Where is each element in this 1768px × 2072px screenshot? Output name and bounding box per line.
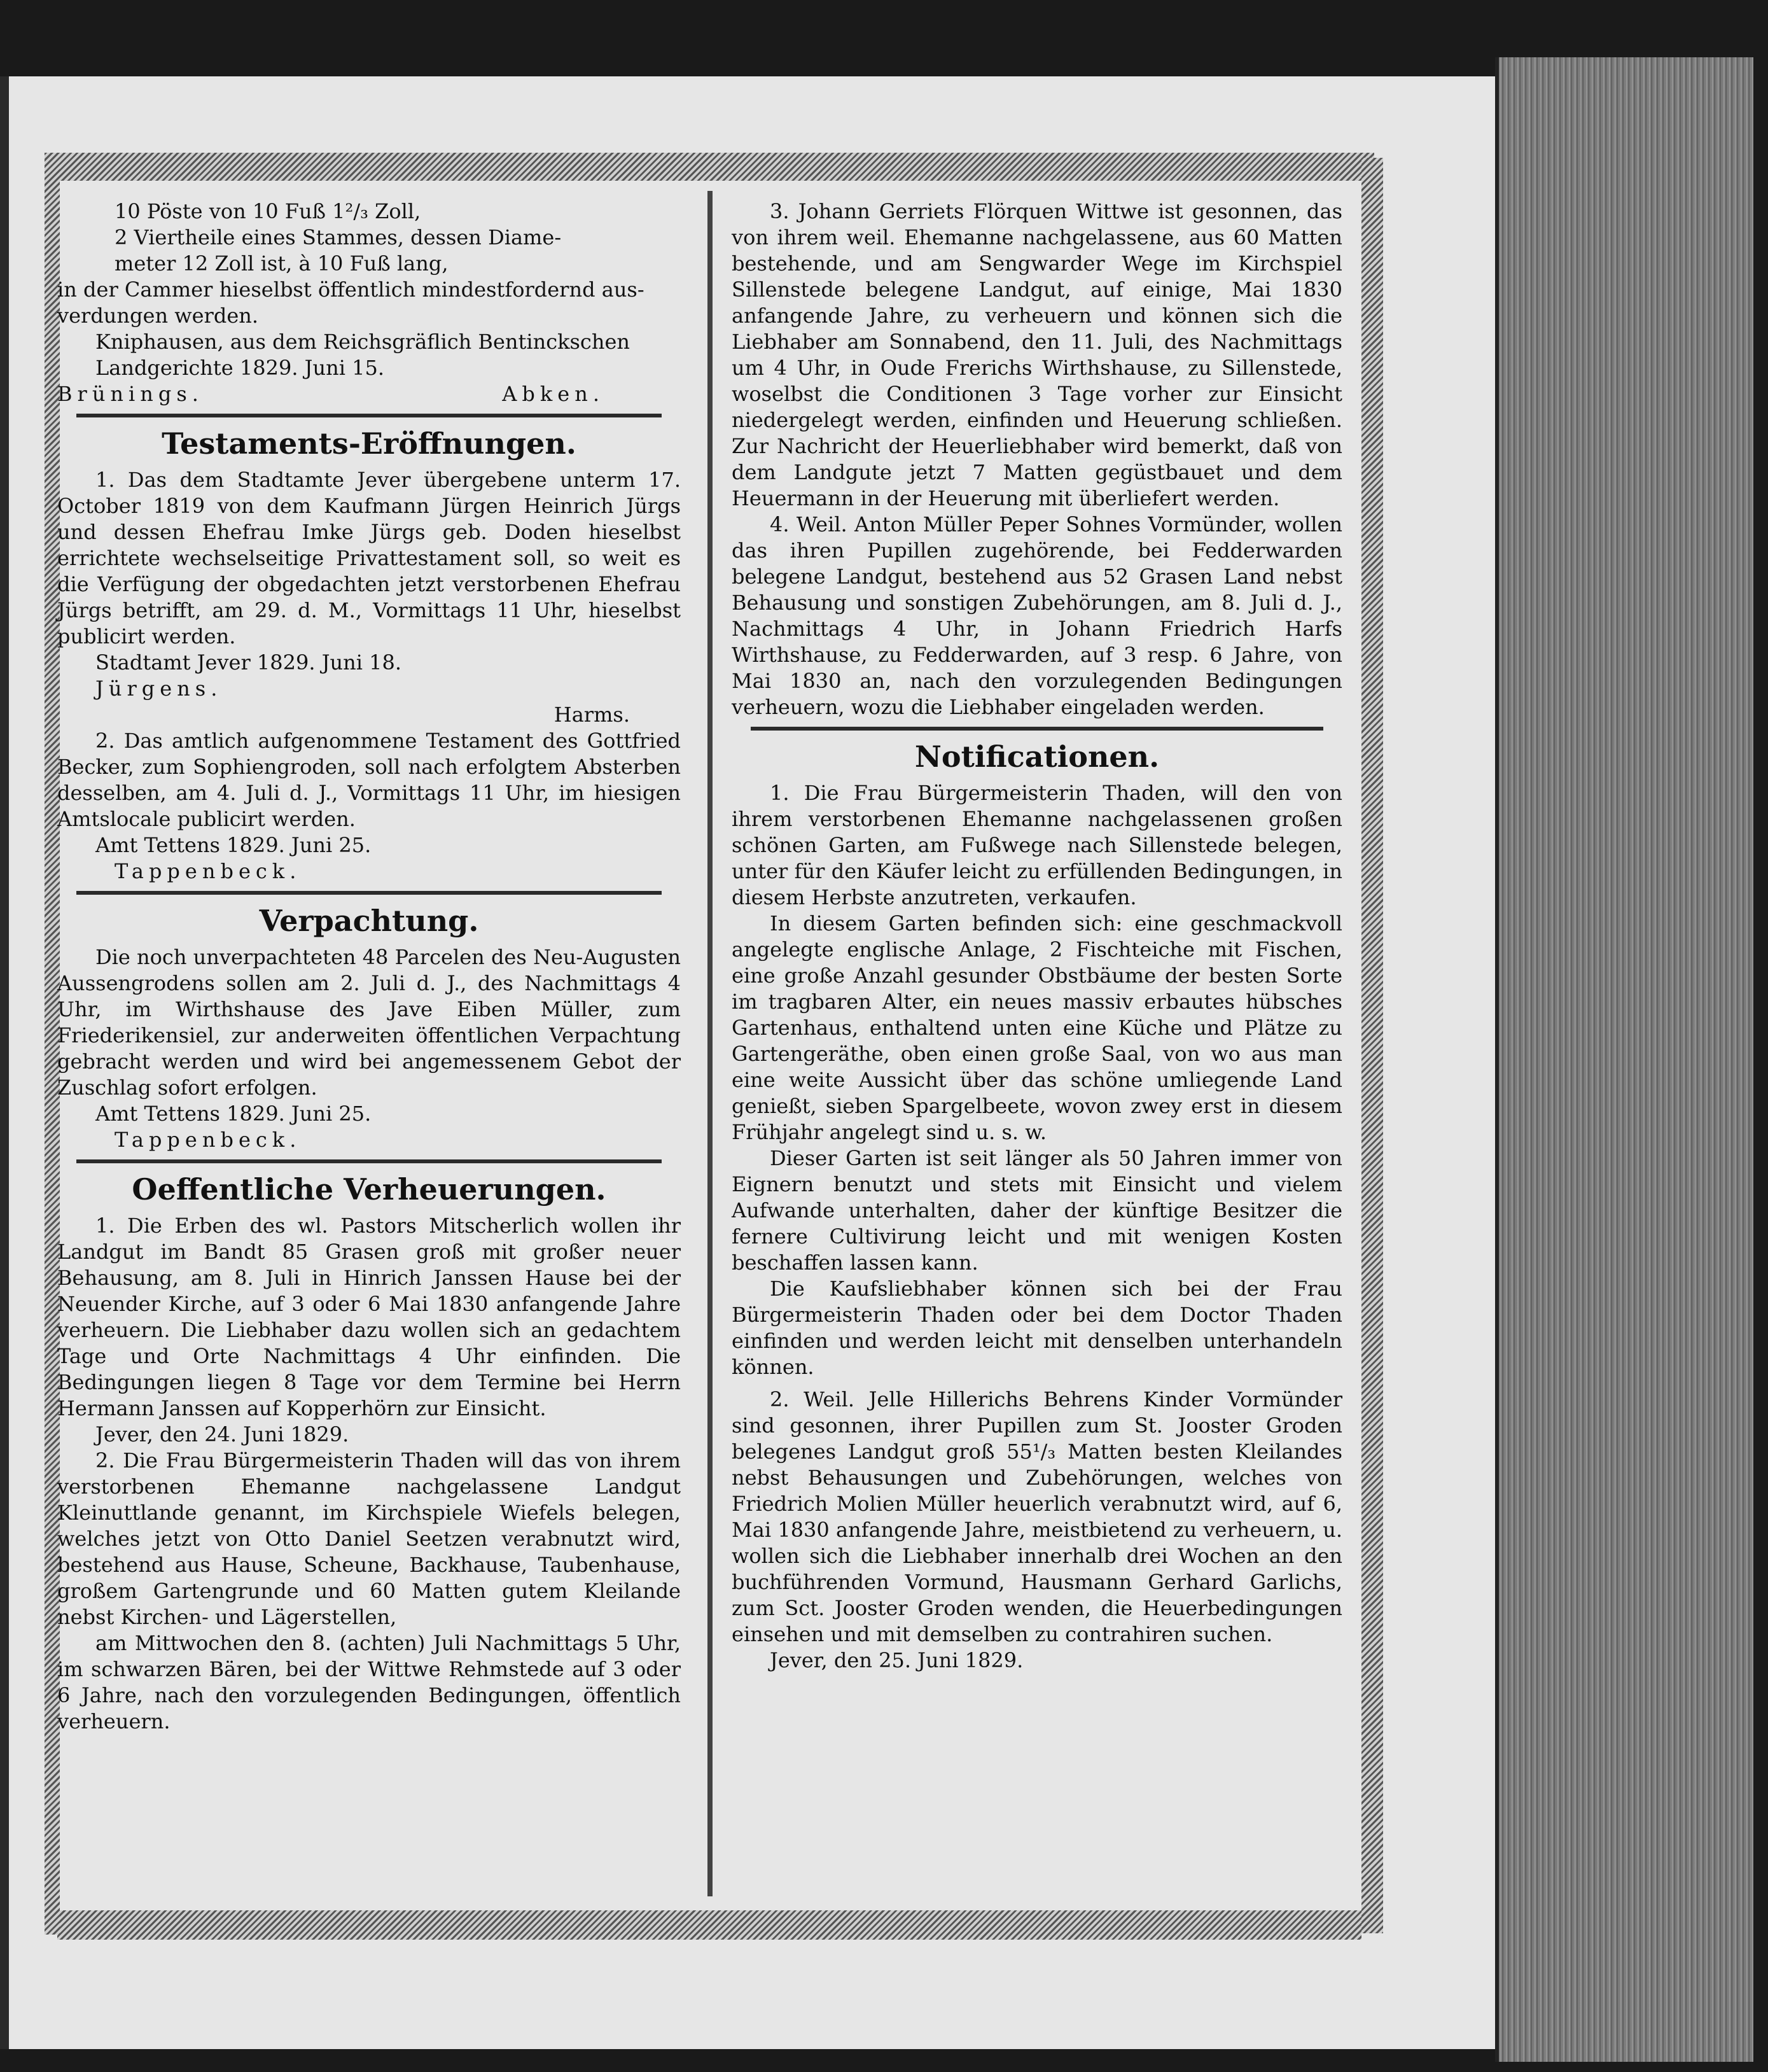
- verpachtung-name: Tappenbeck.: [115, 1128, 302, 1152]
- section-heading-verheuerungen: Oeffentliche Verheuerungen.: [132, 1172, 606, 1207]
- verpachtung-text: Die noch unverpachteten 48 Parcelen des Neu-Augusten Aussengrodens sollen am 2. Juli d. J., des Nachmittags 4 Uhr, im Wirthshause des Jave Eiben Müller, zum Friederikensiel, zur anderweiten öffentlichen Verpachtung gebracht werden und wird bei angemessenem Gebot der Zuschlag sofort erfolgen.: [57, 945, 681, 1100]
- intro-line: 10 Pöste von 10 Fuß 1²/₃ Zoll,: [115, 199, 421, 223]
- testament-item-2-name: Tappenbeck.: [115, 859, 302, 883]
- verheuerung-item-3: 3. Johann Gerriets Flörquen Wittwe ist gesonnen, das von ihrem weil. Ehemanne nachgelassene, aus 60 Matten bestehende, und am Sengwarder Wege im Kirchspiel Sillenstede belegene Landgut, auf einige, Mai 1830 anfangende Jahre, zu verheuern und können sich die Liebhaber am Sonnabend, den 11. Juli, des Nachmittags um 4 Uhr, in Oude Frerichs Wirthshause, zu Sillenstede, woselbst die Conditionen 3 Tage vorher zur Einsicht niedergelegt werden, einfinden und Heuerung schließen. Zur Nachricht der Heuerliebhaber wird bemerkt, daß von dem Landgute jetzt 7 Matten gegüstbauet und dem Heuermann in der Heuerung mit überliefert werden.: [732, 199, 1342, 510]
- intro-line: 2 Viertheile eines Stammes, dessen Diame-: [115, 225, 562, 249]
- notification-item-2: 2. Weil. Jelle Hillerichs Behrens Kinder Vormünder sind gesonnen, ihrer Pupillen zum St. Jooster Groden belegenes Landgut groß 55¹/₃ Matten besten Kleilandes nebst Behausungen und Zubehörungen, welches von Friedrich Molien Müller heuerlich verabnutzt wird, auf 6, Mai 1830 anfangende Jahre, meistbietend zu verheuern, u. wollen sich die Liebhaber innerhalb drei Wochen an den buchführenden Vormund, Hausmann Gerhard Garlichs, zum Sct. Jooster Groden wenden, die Heuerbedingungen einsehen und mit demselben zu contrahiren suchen.: [732, 1387, 1342, 1646]
- right-column: [732, 199, 1342, 1674]
- verheuerung-item-4: 4. Weil. Anton Müller Peper Sohnes Vormünder, wollen das ihren Pupillen zugehörende, bei Fedderwarden belegene Landgut, bestehend aus 52 Grasen Land nebst Behausung und sonstigen Zubehörungen, am 8. Juli d. J., Nachmittags 4 Uhr, in Johann Friedrich Harfs Wirthshause, zu Fedderwarden, auf 3 resp. 6 Jahre, von Mai 1830 an, nach den vorzulegenden Bedingungen verheuern, wozu die Liebhaber eingeladen werden.: [732, 512, 1342, 719]
- verheuerung-item-2-cont: am Mittwochen den 8. (achten) Juli Nachmittags 5 Uhr, im schwarzen Bären, bei der Wittwe Rehmstede auf 3 oder 6 Jahre, nach den vorzulegenden Bedingungen, öffentlich verheuern.: [57, 1631, 681, 1733]
- notification-item-2-place: Jever, den 25. Juni 1829.: [770, 1648, 1024, 1672]
- left-column: [57, 199, 681, 1735]
- section-rule: [751, 727, 1323, 731]
- intro-signatures: [57, 381, 681, 407]
- section-heading-testament: Testaments-Eröffnungen.: [162, 426, 576, 461]
- signature-brunings: Brünings.: [57, 382, 204, 406]
- verheuerung-item-2: 2. Die Frau Bürgermeisterin Thaden will das von ihrem verstorbenen Ehemanne nachgelassene Landgut Kleinuttlande genannt, im Kirchspiele Wiefels belegen, welches jetzt von Otto Daniel Seetzen verabnutzt wird, bestehend aus Hause, Scheune, Backhause, Taubenhause, großem Gartengrunde und 60 Matten gutem Kleilande nebst Kirchen- und Lägerstellen,: [57, 1448, 681, 1629]
- book-page-edges: [1495, 57, 1753, 2062]
- intro-line: meter 12 Zoll ist, à 10 Fuß lang,: [115, 251, 449, 276]
- column-divider: [707, 191, 713, 1896]
- intro-line: verdungen werden.: [57, 304, 259, 328]
- section-heading-verpachtung: Verpachtung.: [259, 904, 479, 938]
- notification-item-1-p2: In diesem Garten befinden sich: eine geschmackvoll angelegte englische Anlage, 2 Fischteiche mit Fischen, eine große Anzahl gesunder Obstbäume der besten Sorte im tragbaren Alter, ein neues massiv erbautes hübsches Gartenhaus, enthaltend unten eine Küche und Plätze zu Gartengeräthe, oben einen große Saal, von wo aus man eine weite Aussicht über das schöne umliegende Land genießt, sieben Spargelbeete, wovon zwey erst in diesem Frühjahr angelegt sind u. s. w.: [732, 911, 1342, 1144]
- testament-item-1-name: Jürgens.: [95, 676, 223, 701]
- verheuerung-item-1-place: Jever, den 24. Juni 1829.: [95, 1422, 349, 1446]
- intro-sign-line: Landgerichte 1829. Juni 15.: [95, 356, 384, 380]
- testament-item-1-name2: Harms.: [553, 703, 630, 727]
- section-rule: [76, 891, 662, 895]
- verheuerung-item-1: 1. Die Erben des wl. Pastors Mitscherlich wollen ihr Landgut im Bandt 85 Grasen groß mit großer neuer Behausung, am 8. Juli in Hinrich Janssen Hause bei der Neuender Kirche, auf 3 oder 6 Mai 1830 anfangende Jahre verheuern. Die Liebhaber dazu wollen sich an gedachtem Tage und Orte Nachmittags 4 Uhr einfinden. Die Bedingungen liegen 8 Tage vor dem Termine bei Herrn Hermann Janssen auf Kopperhörn zur Einsicht.: [57, 1214, 681, 1420]
- notification-item-1-p3: Dieser Garten ist seit länger als 50 Jahren immer von Eignern benutzt und stets mit Einsicht und vielem Aufwande unterhalten, daher der künftige Besitzer die fernere Cultivirung leicht und mit wenigen Kosten beschaffen lassen kann.: [732, 1146, 1342, 1275]
- intro-line: in der Cammer hieselbst öffentlich mindestfordernd aus-: [57, 277, 644, 302]
- section-rule: [76, 414, 662, 417]
- section-rule: [76, 1159, 662, 1163]
- top-border-band: [45, 153, 1374, 181]
- intro-sign-line: Kniphausen, aus dem Reichsgräflich Bentinckschen: [95, 330, 630, 354]
- right-border-rule: [1361, 158, 1383, 1933]
- testament-item-2: 2. Das amtlich aufgenommene Testament des Gottfried Becker, zum Sophiengroden, soll nach erfolgtem Absterben desselben, am 4. Juli d. J., Vormittags 11 Uhr, im hiesigen Amtslocale publicirt werden.: [57, 729, 681, 831]
- book-spine-left: [0, 76, 9, 2049]
- verpachtung-place: Amt Tettens 1829. Juni 25.: [95, 1102, 372, 1126]
- bottom-border-band: [57, 1910, 1361, 1940]
- notification-item-1-p4: Die Kaufsliebhaber können sich bei der Frau Bürgermeisterin Thaden oder bei dem Doctor Thaden einfinden und werden leicht mit denselben unterhandeln können.: [732, 1277, 1342, 1379]
- notification-item-1: 1. Die Frau Bürgermeisterin Thaden, will den von ihrem verstorbenen Ehemanne nachgelassenen großen schönen Garten, am Fußwege nach Sillenstede belegen, unter für den Käufer leicht zu erfüllenden Bedingungen, in diesem Herbste anzutreten, verkaufen.: [732, 781, 1342, 909]
- testament-item-1: 1. Das dem Stadtamte Jever übergebene unterm 17. October 1819 von dem Kaufmann Jürgen Heinrich Jürgs und dessen Ehefrau Imke Jürgs geb. Doden hieselbst errichtete wechselseitige Privattestament soll, so weit es die Verfügung der obgedachten jetzt verstorbenen Ehefrau Jürgs betrifft, am 29. d. M., Vormittags 11 Uhr, hieselbst publicirt werden.: [57, 468, 681, 648]
- testament-item-1-place: Stadtamt Jever 1829. Juni 18.: [95, 650, 402, 675]
- section-heading-notificationen: Notificationen.: [914, 739, 1160, 774]
- testament-item-2-place: Amt Tettens 1829. Juni 25.: [95, 833, 372, 857]
- signature-abken: Abken.: [502, 382, 604, 406]
